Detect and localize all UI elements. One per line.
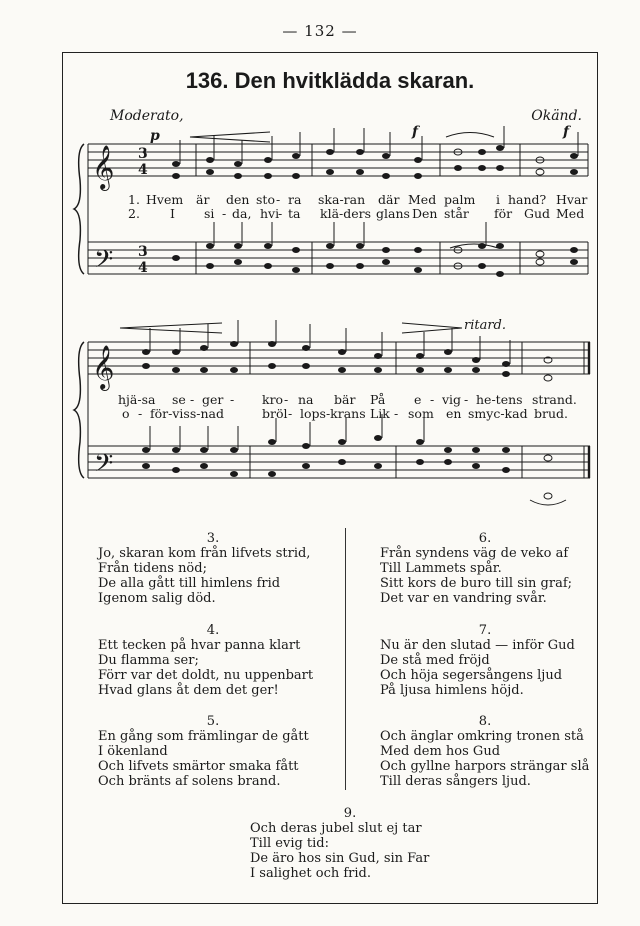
stanza-3: [98, 531, 328, 606]
stanza-line: Och änglar omkring tronen stå: [380, 729, 584, 744]
lyric-syllable: -: [288, 406, 293, 421]
lyric-syllable: står: [444, 206, 469, 221]
tempo-marking: Moderato,: [110, 108, 184, 124]
lyric-syllable: palm: [444, 192, 476, 207]
lyric-syllable: hjä-sa: [118, 392, 156, 407]
stanza-line: De alla gått till himlens frid: [98, 576, 281, 591]
lyric-syllable: 1.: [128, 192, 140, 207]
lyric-syllable: vig: [442, 392, 462, 407]
lyric-syllable: I: [170, 206, 175, 221]
hymn-title-text: Den hvitklädda skaran.: [234, 68, 475, 93]
lyric-syllable: smyc-kad: [468, 406, 528, 421]
lyric-syllable: klä-ders: [320, 206, 372, 221]
stanza-5: [98, 714, 328, 789]
lyric-syllable: brud.: [534, 406, 569, 421]
stanza-line: Från tidens nöd;: [98, 561, 207, 576]
lyric-syllable: den: [226, 192, 250, 207]
stanza-7: [380, 623, 590, 698]
lyric-syllable: -: [278, 206, 283, 221]
lyric-syllable: o: [122, 406, 130, 421]
stanza-line: Från syndens väg de veko af: [380, 546, 569, 561]
column-divider: [345, 528, 346, 790]
stanza-line: Förr var det doldt, nu uppenbart: [98, 668, 314, 683]
lyric-syllable: da,: [232, 206, 252, 221]
stanza-9: [250, 806, 450, 881]
stanza-number: 9.: [343, 806, 357, 821]
lyric-syllable: Hvar: [556, 192, 588, 207]
composer: Okänd.: [531, 108, 582, 124]
stanza-line: I ökenland: [98, 744, 168, 759]
stanza-number: 3.: [206, 531, 220, 546]
stanza-line: Och bränts af solens brand.: [98, 774, 281, 789]
stanza-line: Nu är den slutad — inför Gud: [380, 638, 575, 653]
lyric-syllable: Med: [556, 206, 585, 221]
lyric-syllable: för: [494, 206, 513, 221]
svg-text:𝄞: 𝄞: [92, 345, 115, 389]
lyric-syllable: Lik: [370, 406, 390, 421]
lyric-syllable: 2.: [128, 206, 140, 221]
lyric-syllable: -: [284, 392, 289, 407]
lyric-syllable: Hvem: [146, 192, 184, 207]
stanza-line: Och gyllne harpors strängar slå: [380, 759, 590, 774]
lyric-syllable: hvi: [260, 206, 280, 221]
stanza-number: 7.: [478, 623, 492, 638]
system1-bass-staff: [88, 242, 588, 274]
lyric-syllable: i: [496, 192, 500, 207]
stanza-line: Du flamma ser;: [98, 653, 199, 668]
svg-text:4: 4: [138, 162, 148, 178]
stanza-8: [380, 714, 590, 789]
stanza-line: En gång som främlingar de gått: [98, 729, 309, 744]
lyric-syllable: -: [464, 392, 469, 407]
lyric-syllable: Den: [412, 206, 438, 221]
svg-text:4: 4: [138, 260, 148, 276]
dynamic-forte-1: f: [412, 124, 419, 140]
lyric-syllable: där: [378, 192, 400, 207]
stanza-6: [380, 531, 590, 606]
stanza-number: 6.: [478, 531, 492, 546]
lyric-syllable: -: [430, 392, 435, 407]
lyric-syllable: na: [298, 392, 314, 407]
stanza-line: På ljusa himlens höjd.: [380, 683, 524, 698]
lyric-syllable: ra: [288, 192, 302, 207]
stanza-line: De äro hos sin Gud, sin Far: [250, 851, 430, 866]
svg-text:𝄞: 𝄞: [92, 145, 115, 189]
lyric-syllable: e: [414, 392, 422, 407]
lyric-syllable: På: [370, 392, 386, 407]
stanza-line: Hvad glans åt dem det ger!: [98, 683, 279, 698]
lyric-syllable: kro: [262, 392, 284, 407]
stanza-line: Igenom salig död.: [98, 591, 216, 606]
lyric-syllable: -: [276, 192, 281, 207]
lyric-syllable: för-viss-nad: [150, 406, 224, 421]
lyric-syllable: är: [196, 192, 210, 207]
lyric-syllable: som: [408, 406, 434, 421]
lyric-syllable: se: [172, 392, 186, 407]
lyric-syllable: he-tens: [476, 392, 523, 407]
lyric-syllable: ger: [202, 392, 224, 407]
dynamic-piano: p: [150, 128, 160, 144]
hymn-number: 136.: [185, 68, 229, 93]
stanza-line: Och deras jubel slut ej tar: [250, 821, 422, 836]
lyric-syllable: -: [138, 406, 143, 421]
lyric-syllable: -: [230, 392, 235, 407]
stanza-line: Jo, skaran kom från lifvets strid,: [98, 546, 311, 561]
stanza-line: Och höja segersångens ljud: [380, 668, 563, 683]
stanza-line: Med dem hos Gud: [380, 744, 501, 759]
dynamic-forte-2: f: [563, 124, 570, 140]
lyric-syllable: -: [190, 392, 195, 407]
lyric-syllable: hand?: [508, 192, 547, 207]
stanza-line: De stå med fröjd: [380, 653, 490, 668]
stanza-number: 8.: [478, 714, 492, 729]
stanza-line: Till evig tid:: [250, 836, 330, 851]
stanza-line: Till Lammets spår.: [380, 561, 502, 576]
stanza-line: Ett tecken på hvar panna klart: [98, 638, 301, 653]
stanza-line: Till deras sångers ljud.: [380, 774, 531, 789]
lyric-syllable: bröl: [262, 406, 288, 421]
page-number: — 132 —: [282, 22, 358, 40]
lyric-syllable: si: [204, 206, 215, 221]
stanza-line: I salighet och frid.: [250, 866, 371, 881]
lyric-syllable: Med: [408, 192, 437, 207]
lyric-syllable: -: [394, 406, 399, 421]
stanza-number: 5.: [206, 714, 220, 729]
system1-treble-staff: [88, 144, 588, 176]
svg-text:3: 3: [138, 244, 148, 260]
lyric-syllable: bär: [334, 392, 356, 407]
ritard-marking: ritard.: [464, 318, 507, 333]
stanza-line: Sitt kors de buro till sin graf;: [380, 576, 573, 591]
lyric-syllable: lops-krans: [300, 406, 366, 421]
stanza-4: [98, 623, 328, 698]
stanza-line: Det var en vandring svår.: [380, 591, 547, 606]
lyric-syllable: strand.: [532, 392, 577, 407]
lyric-syllable: glans: [376, 206, 410, 221]
svg-text:3: 3: [138, 146, 148, 162]
lyric-syllable: ta: [288, 206, 301, 221]
stanza-line: Och lifvets smärtor smaka fått: [98, 759, 299, 774]
svg-text:𝄢: 𝄢: [94, 245, 114, 280]
lyric-syllable: en: [446, 406, 462, 421]
lyric-syllable: -: [222, 206, 227, 221]
lyric-syllable: ska-ran: [318, 192, 366, 207]
lyric-syllable: Gud: [524, 206, 551, 221]
svg-text:𝄢: 𝄢: [94, 449, 114, 484]
stanza-number: 4.: [206, 623, 220, 638]
lyric-syllable: sto: [256, 192, 275, 207]
